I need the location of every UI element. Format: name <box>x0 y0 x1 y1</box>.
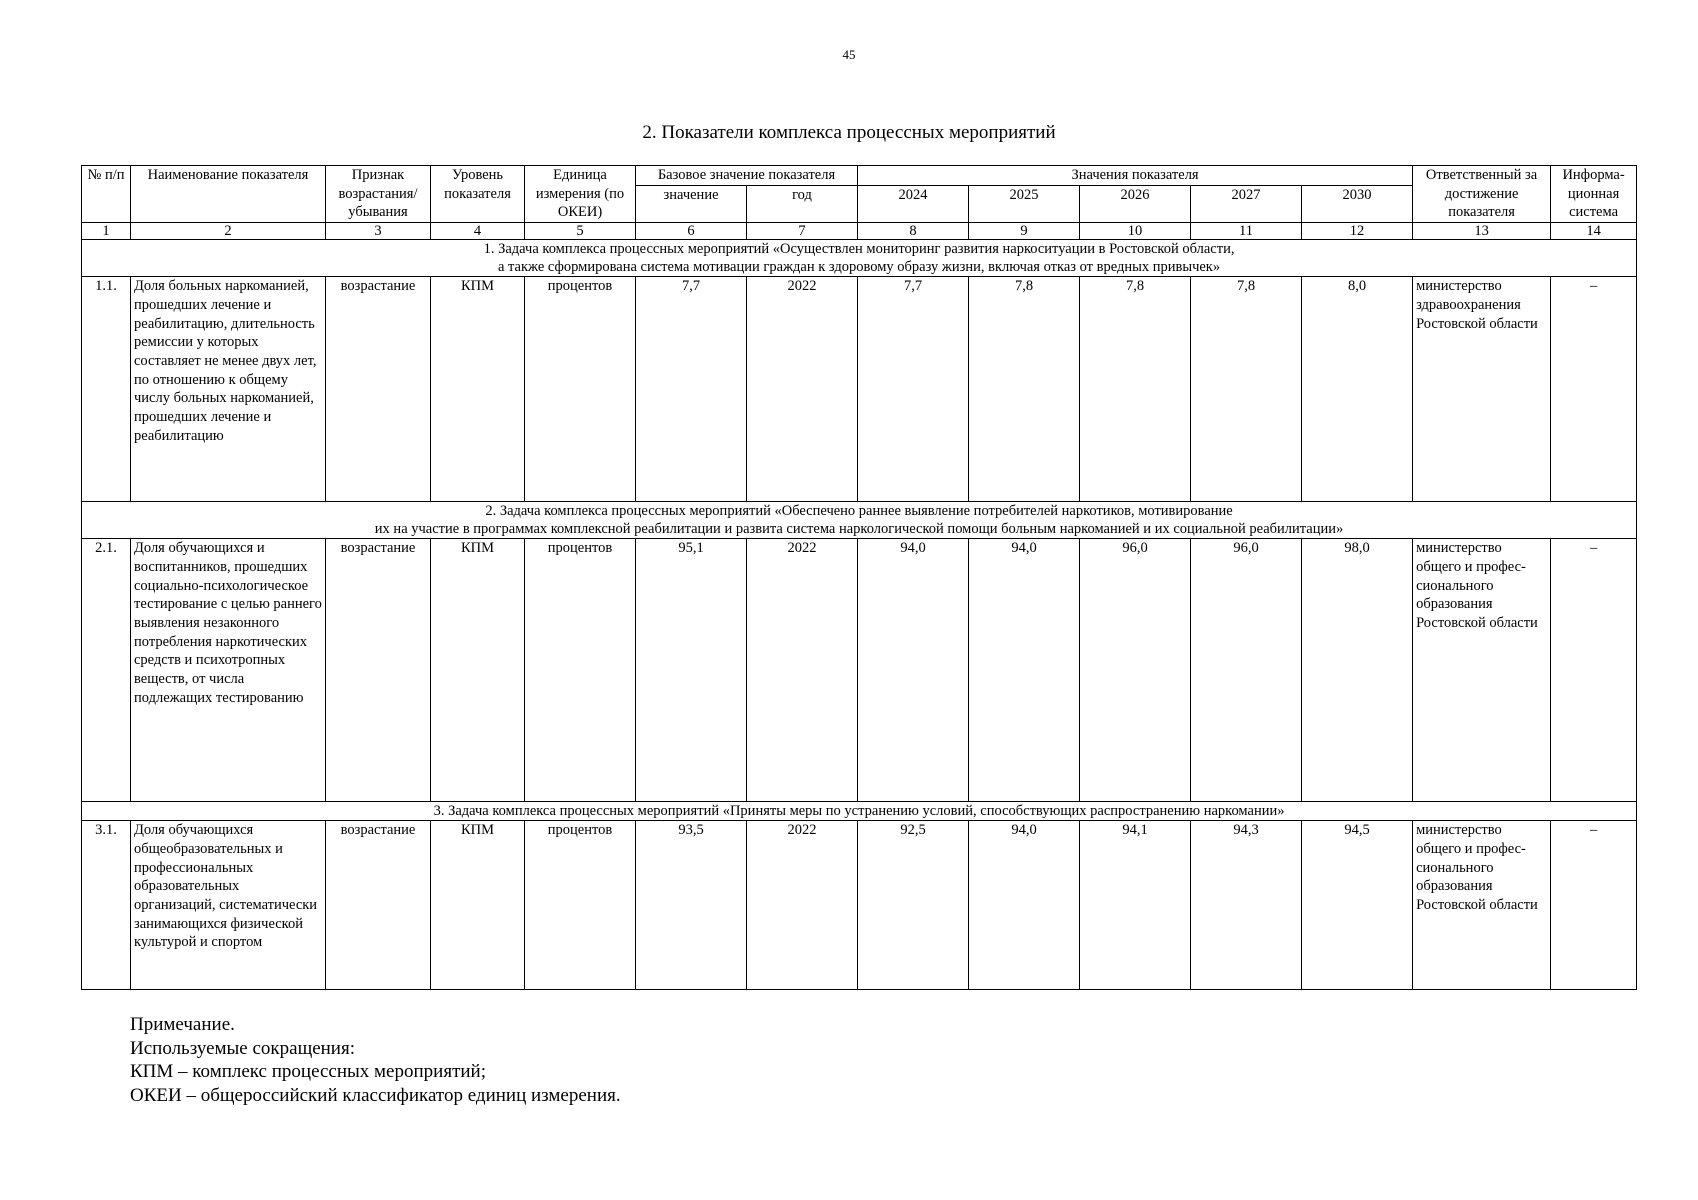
col-number: 5 <box>525 223 636 240</box>
value-2025: 7,8 <box>969 277 1080 502</box>
col-number: 11 <box>1191 223 1302 240</box>
table-row <box>82 821 1637 990</box>
col-number: 6 <box>636 223 747 240</box>
header-row-1 <box>82 166 1637 186</box>
task-1-title <box>82 240 1637 277</box>
col-number: 8 <box>858 223 969 240</box>
responsible: министерство общего и профес- сионального образования Ростовской области <box>1413 821 1551 990</box>
note-abbreviations-intro: Используемые сокращения: <box>130 1037 355 1059</box>
header-base: Базовое значение показателя <box>636 166 858 186</box>
info-system: – <box>1551 539 1637 802</box>
col-number: 10 <box>1080 223 1191 240</box>
indicator-name: Доля обучающихся общеобразовательных и профессиональных образовательных организаций, систематически занимающихся физической культурой и спортом <box>131 821 326 990</box>
col-number: 12 <box>1302 223 1413 240</box>
header-2027: 2027 <box>1191 185 1302 222</box>
note-abbreviation-okei: ОКЕИ – общероссийский классификатор единиц измерения. <box>130 1084 621 1106</box>
indicator-name: Доля больных наркоманией, прошедших лечение и реабилитацию, длительность ремиссии у которых составляет не менее двух лет, по отношению к общему числу больных наркоманией, прошедших лечение и реабилитацию <box>131 277 326 502</box>
header-num: № п/п <box>82 166 131 223</box>
value-2024: 92,5 <box>858 821 969 990</box>
note-heading: Примечание. <box>130 1014 235 1035</box>
base-year: 2022 <box>747 277 858 502</box>
note-abbreviation-kpm: КПМ – комплекс процессных мероприятий; <box>130 1061 486 1082</box>
value-2026: 7,8 <box>1080 277 1191 502</box>
col-number: 9 <box>969 223 1080 240</box>
task-1-title-line-1: 1. Задача комплекса процессных мероприятий «Осуществлен мониторинг развития наркоситуации в Ростовской области, <box>483 241 1235 258</box>
task-3-title-line-1: 3. Задача комплекса процессных мероприятий «Приняты меры по устранению условий, способствующих распространению наркомании» <box>433 803 1285 820</box>
header-2024: 2024 <box>858 185 969 222</box>
indicator-unit: процентов <box>525 277 636 502</box>
value-2026: 94,1 <box>1080 821 1191 990</box>
base-value: 95,1 <box>636 539 747 802</box>
column-numbers-row <box>82 223 1637 240</box>
indicator-sign: возрастание <box>326 821 431 990</box>
notes <box>130 1013 621 1107</box>
responsible: министерство здравоохранения Ростовской области <box>1413 277 1551 502</box>
value-2030: 98,0 <box>1302 539 1413 802</box>
row-num: 3.1. <box>82 821 131 990</box>
indicator-sign: возрастание <box>326 539 431 802</box>
indicators-table <box>81 165 1637 990</box>
task-3-header-row <box>82 802 1637 821</box>
responsible: министерство общего и профес- сионального образования Ростовской области <box>1413 539 1551 802</box>
value-2027: 94,3 <box>1191 821 1302 990</box>
indicator-sign: возрастание <box>326 277 431 502</box>
indicator-level: КПМ <box>431 277 525 502</box>
value-2027: 7,8 <box>1191 277 1302 502</box>
header-level: Уровень показателя <box>431 166 525 223</box>
col-number: 1 <box>82 223 131 240</box>
task-1-header-row <box>82 240 1637 277</box>
info-system: – <box>1551 821 1637 990</box>
task-2-title <box>82 502 1637 539</box>
col-number: 7 <box>747 223 858 240</box>
header-base-value: значение <box>636 185 747 222</box>
header-2026: 2026 <box>1080 185 1191 222</box>
col-number: 4 <box>431 223 525 240</box>
page-number: 45 <box>842 47 856 62</box>
col-number: 3 <box>326 223 431 240</box>
table-row <box>82 539 1637 802</box>
col-number: 13 <box>1413 223 1551 240</box>
col-number: 14 <box>1551 223 1637 240</box>
header-base-year: год <box>747 185 858 222</box>
value-2030: 94,5 <box>1302 821 1413 990</box>
col-number: 2 <box>131 223 326 240</box>
value-2025: 94,0 <box>969 539 1080 802</box>
base-value: 93,5 <box>636 821 747 990</box>
indicator-name: Доля обучающихся и воспитанников, прошедших социально-психологическое тестирование с целью раннего выявления незаконного потребления наркотических средств и психотропных веществ, от числа подлежащих тестированию <box>131 539 326 802</box>
value-2030: 8,0 <box>1302 277 1413 502</box>
base-year: 2022 <box>747 539 858 802</box>
header-responsible: Ответственный за достижение показателя <box>1413 166 1551 223</box>
value-2024: 94,0 <box>858 539 969 802</box>
value-2026: 96,0 <box>1080 539 1191 802</box>
value-2027: 96,0 <box>1191 539 1302 802</box>
table-row <box>82 277 1637 502</box>
info-system: – <box>1551 277 1637 502</box>
task-2-header-row <box>82 502 1637 539</box>
task-1-title-line-2: а также сформирована система мотивации граждан к здоровому образу жизни, включая отказ от вредных привычек» <box>497 259 1221 276</box>
header-name: Наименование показателя <box>131 166 326 223</box>
indicator-level: КПМ <box>431 539 525 802</box>
header-sign: Признак возрастания/ убывания <box>326 166 431 223</box>
indicator-level: КПМ <box>431 821 525 990</box>
base-year: 2022 <box>747 821 858 990</box>
header-info-system: Информа- ционная система <box>1551 166 1637 223</box>
header-unit: Единица измерения (по ОКЕИ) <box>525 166 636 223</box>
task-3-title <box>82 802 1637 821</box>
task-2-title-line-1: 2. Задача комплекса процессных мероприятий «Обеспечено раннее выявление потребителей наркотиков, мотивирование <box>485 503 1233 520</box>
value-2025: 94,0 <box>969 821 1080 990</box>
header-2030: 2030 <box>1302 185 1413 222</box>
indicator-unit: процентов <box>525 539 636 802</box>
indicator-unit: процентов <box>525 821 636 990</box>
header-2025: 2025 <box>969 185 1080 222</box>
row-num: 1.1. <box>82 277 131 502</box>
row-num: 2.1. <box>82 539 131 802</box>
header-values: Значения показателя <box>858 166 1413 186</box>
value-2024: 7,7 <box>858 277 969 502</box>
section-title: 2. Показатели комплекса процессных мероприятий <box>642 122 1056 143</box>
task-2-title-line-2: их на участие в программах комплексной реабилитации и развита система наркологической помощи больным наркоманией и их социальной реабилитации» <box>374 521 1344 538</box>
base-value: 7,7 <box>636 277 747 502</box>
